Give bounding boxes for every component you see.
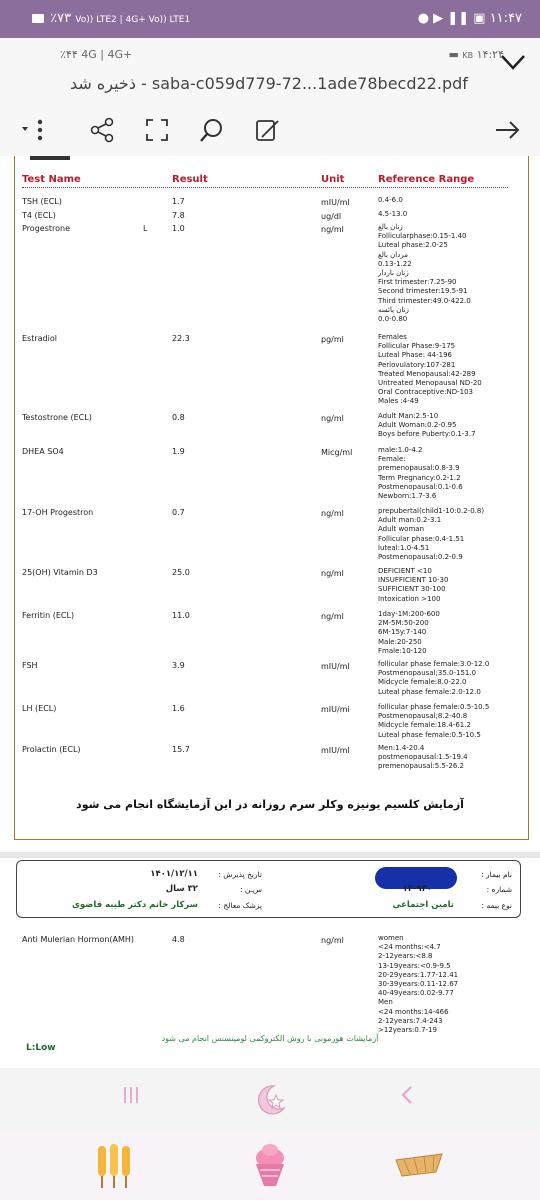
reference-line: 6M-15y:7-140 (378, 628, 427, 637)
message-icon: ▬ (448, 48, 459, 61)
ice-cream-icon[interactable] (242, 1138, 298, 1194)
test-unit: mIU/ml (321, 198, 350, 207)
amh-reference-range (378, 934, 458, 1035)
back-icon[interactable] (396, 1084, 418, 1110)
amh-result: 4.8 (172, 935, 185, 944)
reference-line: Men:1.4-20.4 (378, 744, 425, 752)
recent-apps-icon[interactable] (120, 1084, 142, 1110)
battery-icon (32, 14, 44, 23)
reference-line: Follicular phase:0.4-1.51 (378, 534, 465, 543)
reference-line: Adult man:0.2-3.1 (378, 516, 442, 525)
age-value: ۳۲ سال (165, 884, 198, 894)
reference-line: 40-49years:0.02-9.77 (378, 989, 454, 998)
reference-line: Periovulatory:107-281 (378, 360, 456, 369)
sub-network: 4G | 4G+ (81, 48, 133, 61)
test-unit: mIU/mi (321, 705, 350, 714)
sub-status-left (60, 48, 132, 61)
file-title: ذخیره شد - saba-c059d779-72...1ade78becd22.pdf (70, 74, 468, 93)
reference-line: Adult Man:2.5-10 (378, 412, 439, 420)
reference-line: luteal:1.0-4.51 (378, 543, 430, 552)
test-unit: mIU/ml (321, 662, 350, 671)
reference-line: >12years:0.7-19 (378, 1026, 437, 1035)
dot-icon: ● (417, 11, 430, 26)
page-separator (0, 852, 540, 858)
test-result: 25.0 (172, 568, 190, 577)
insurance-value: تامین اجتماعی (392, 900, 454, 910)
amh-test-name: Anti Mulerian Hormon(AMH) (22, 935, 135, 944)
reference-line: Postmenopausal:0.1-0.6 (378, 482, 463, 491)
method-note: آزمایشات هورمونی با روش الکتروکمی لومینسنس انجام می شود (161, 1034, 379, 1043)
sub-kb: KB (462, 51, 474, 60)
test-result: 0.7 (172, 508, 185, 517)
reference-line: Untreated Menopausal ND-20 (378, 379, 482, 388)
clock: ۱۱:۴۷ (489, 11, 522, 26)
fullscreen-icon[interactable] (143, 116, 171, 144)
test-result: 7.8 (172, 211, 185, 220)
reference-line: Midcycle female:8.0-22.0 (378, 678, 467, 687)
reference-line: زنان یائسه (378, 305, 409, 314)
status-bar (0, 0, 540, 38)
reference-line: Oral Contraceptive:ND-103 (378, 388, 473, 397)
reference-line: premenopausal:0.8-3.9 (378, 464, 460, 473)
reference-line: Adult Woman:0.2-0.95 (378, 421, 457, 430)
reference-line: Luteal phase:2.0-25 (378, 241, 448, 250)
doctor-label: پزشک معالج : (218, 901, 262, 910)
forward-arrow-icon[interactable] (494, 116, 522, 144)
reference-line: Follicular Phase:9-175 (378, 342, 456, 351)
patient-number-label: شماره : (486, 885, 512, 894)
reference-line: 30-39years:0.11-12.67 (378, 980, 459, 989)
tool-row (0, 108, 540, 152)
header-result: Result (172, 174, 208, 185)
header-unit: Unit (321, 174, 345, 185)
gallery-icon: ▣ (473, 11, 486, 26)
share-icon[interactable] (88, 116, 116, 144)
reference-range (378, 446, 463, 501)
reference-line: 0.0-0.80 (378, 315, 408, 324)
header-reference-range: Reference Range (378, 174, 475, 185)
admission-date-value: ۱۴۰۱/۱۲/۱۱ (150, 869, 198, 879)
reference-line: Postmenopausal;8.2-40.8 (378, 712, 468, 721)
test-result: 1.0 (172, 224, 185, 233)
patient-info-box (16, 860, 521, 918)
reference-line: Luteal phase female:0.5-10.5 (378, 730, 481, 739)
reference-line: Men (378, 998, 393, 1007)
sub-status-bar (60, 46, 504, 68)
pdf-page[interactable] (0, 156, 540, 1068)
reference-line: 2M-5M:50-200 (378, 619, 429, 628)
reference-line: women (378, 934, 404, 942)
test-unit: ng/ml (321, 414, 344, 423)
test-result: 11.0 (172, 611, 190, 620)
low-flag-legend: L:Low (26, 1043, 56, 1053)
reference-line: Males :4-49 (378, 397, 419, 406)
test-name: LH (ECL) (22, 704, 57, 713)
network-labels: Vo)) LTE2 | 4G+ Vo)) LTE1 (75, 15, 191, 25)
reference-line: <24 months:<4.7 (378, 943, 441, 952)
age-label: س‌ـن : (240, 885, 262, 894)
ice-pops-icon[interactable] (86, 1138, 142, 1194)
test-name: 17-OH Progestron (22, 508, 94, 517)
reference-line: 2-12years:7.4-243 (378, 1016, 443, 1025)
reference-line: Postmenopausal;35.0-151.0 (378, 669, 477, 678)
test-result: 3.9 (172, 661, 185, 670)
reference-line: follicular phase female:3.0-12.0 (378, 660, 490, 668)
app-dock (0, 1132, 540, 1200)
test-name: DHEA SO4 (22, 447, 64, 456)
reference-line: Second trimester:19.5-91 (378, 287, 468, 296)
test-unit: ng/ml (321, 612, 344, 621)
reference-line: Female: (378, 455, 406, 464)
reference-line: Luteal Phase: 44-196 (378, 351, 453, 360)
reference-line: 13-19years:<0.9-9.5 (378, 961, 451, 970)
sub-battery: ٪۴۴ (60, 48, 78, 61)
test-name: Prolactin (ECL) (22, 745, 81, 754)
reference-line: postmenopausal:1.5-19.4 (378, 753, 468, 762)
test-name: Ferritin (ECL) (22, 611, 75, 620)
test-name: T4 (ECL) (22, 211, 56, 220)
test-name: 25(OH) Vitamin D3 (22, 568, 98, 577)
wafer-cone-icon[interactable] (392, 1138, 448, 1194)
header-rule (22, 187, 508, 188)
test-name: Progestrone (22, 224, 70, 233)
reference-range (378, 223, 471, 324)
reference-range (378, 210, 407, 219)
test-unit: ng/ml (321, 225, 344, 234)
amh-unit: ng/ml (321, 936, 344, 945)
reference-line: <24 months:14-466 (378, 1007, 449, 1016)
reference-line: follicular phase female:0.5-10.5 (378, 703, 490, 711)
reference-range (378, 567, 448, 604)
test-result: 15.7 (172, 745, 190, 754)
search-icon[interactable] (198, 116, 226, 144)
test-unit: pg/ml (321, 335, 344, 344)
reference-line: First trimester:7.25-90 (378, 278, 457, 287)
battery-level: ٪۷۳ (50, 11, 72, 26)
reference-line: 2-12years:<8.8 (378, 952, 433, 961)
reference-line: زنان بالغ (378, 223, 403, 231)
reference-line: DEFICIENT <10 (378, 567, 432, 575)
reference-line: Intoxication >100 (378, 594, 441, 603)
reference-line: prepubertal(child1-10:0.2-0.8) (378, 507, 485, 515)
reference-line: زنان باردار (378, 269, 409, 278)
test-unit: ng/ml (321, 509, 344, 518)
test-name: Estradiol (22, 334, 57, 343)
test-unit: Micg/ml (321, 448, 353, 457)
test-unit: ug/dl (321, 212, 342, 221)
reference-range (378, 196, 403, 205)
more-icon[interactable] (20, 116, 48, 144)
pause-icon: ❚❚ (447, 11, 470, 26)
test-name: FSH (22, 661, 38, 670)
sub-status-right (449, 48, 504, 61)
reference-line: INSUFFICIENT 10-30 (378, 576, 449, 585)
play-icon: ▶ (433, 11, 444, 26)
test-unit: ng/ml (321, 569, 344, 578)
reference-line: Follicularphase:0.15-1.40 (378, 232, 467, 241)
low-flag: L (143, 224, 148, 233)
test-result: 1.6 (172, 704, 185, 713)
header-test-name: Test Name (22, 174, 81, 185)
reference-line: Adult woman (378, 525, 425, 534)
insurance-label: نوع بیمه : (481, 901, 512, 910)
sub-time: ۱۴:۲۴ (476, 48, 504, 61)
reference-range (378, 703, 489, 740)
test-result: 22.3 (172, 334, 190, 343)
test-result: 1.7 (172, 197, 185, 206)
reference-line: premenopausal:5.5-26.2 (378, 762, 464, 771)
reference-line: Midcycle female:18.4-61.2 (378, 721, 471, 730)
reference-range (378, 333, 482, 407)
test-result: 1.9 (172, 447, 185, 456)
status-left (32, 11, 190, 26)
reference-line: Luteal phase female:2.0-12.0 (378, 687, 481, 696)
test-name: TSH (ECL) (22, 197, 62, 206)
chevron-down-icon[interactable] (500, 52, 526, 72)
reference-line: Postmenopausal:0.2-0.9 (378, 553, 463, 562)
test-name: Testostrone (ECL) (22, 413, 92, 422)
patient-name-label: نام بیمار : (481, 870, 512, 879)
reference-line: Boys before Puberty:0.1-3.7 (378, 430, 476, 439)
reference-line: Term Pregnancy:0.2-1.2 (378, 473, 461, 482)
reference-line: 1day-1M:200-600 (378, 610, 440, 618)
reference-line: 0.4-6.0 (378, 196, 403, 204)
reference-line: Fmale:10-120 (378, 646, 427, 655)
cut-off-heading (30, 156, 70, 160)
reference-range (378, 660, 489, 697)
doctor-value: سرکار خانم دکتر طیبه قاضوی (72, 900, 198, 910)
patient-number-value: ۱۲-۹۳۰ (402, 884, 432, 894)
reference-line: male:1.0-4.2 (378, 446, 423, 454)
reference-line: Third trimester:49.0-422.0 (378, 296, 471, 305)
reference-line: Male:20-250 (378, 637, 422, 646)
system-nav-bar (0, 1068, 540, 1132)
reference-line: 0.13-1.22 (378, 259, 412, 268)
reference-line: 4.5-13.0 (378, 210, 408, 218)
reference-range (378, 412, 476, 440)
calcium-note: آزمایش کلسیم یونیزه وکلر سرم روزانه در این آزمایشگاه انجام می شود (76, 798, 464, 811)
status-right (418, 11, 522, 26)
test-result: 0.8 (172, 413, 185, 422)
reference-line: Newborn:1.7-3.6 (378, 492, 437, 501)
reference-line: 20-29years:1.77-12.41 (378, 970, 459, 979)
viewer-toolbar (0, 38, 540, 156)
test-unit: mIU/ml (321, 746, 350, 755)
reference-line: Females (378, 333, 407, 341)
home-moon-icon[interactable] (252, 1082, 288, 1122)
reference-line: مردان بالغ (378, 250, 408, 259)
edit-icon[interactable] (254, 116, 282, 144)
admission-date-label: تاریخ پذیرش : (218, 870, 262, 879)
reference-range (378, 610, 440, 656)
reference-line: SUFFICIENT 30-100 (378, 585, 446, 594)
reference-range (378, 507, 484, 562)
reference-line: Treated Menopausal:42-289 (378, 369, 476, 378)
reference-range (378, 744, 468, 772)
